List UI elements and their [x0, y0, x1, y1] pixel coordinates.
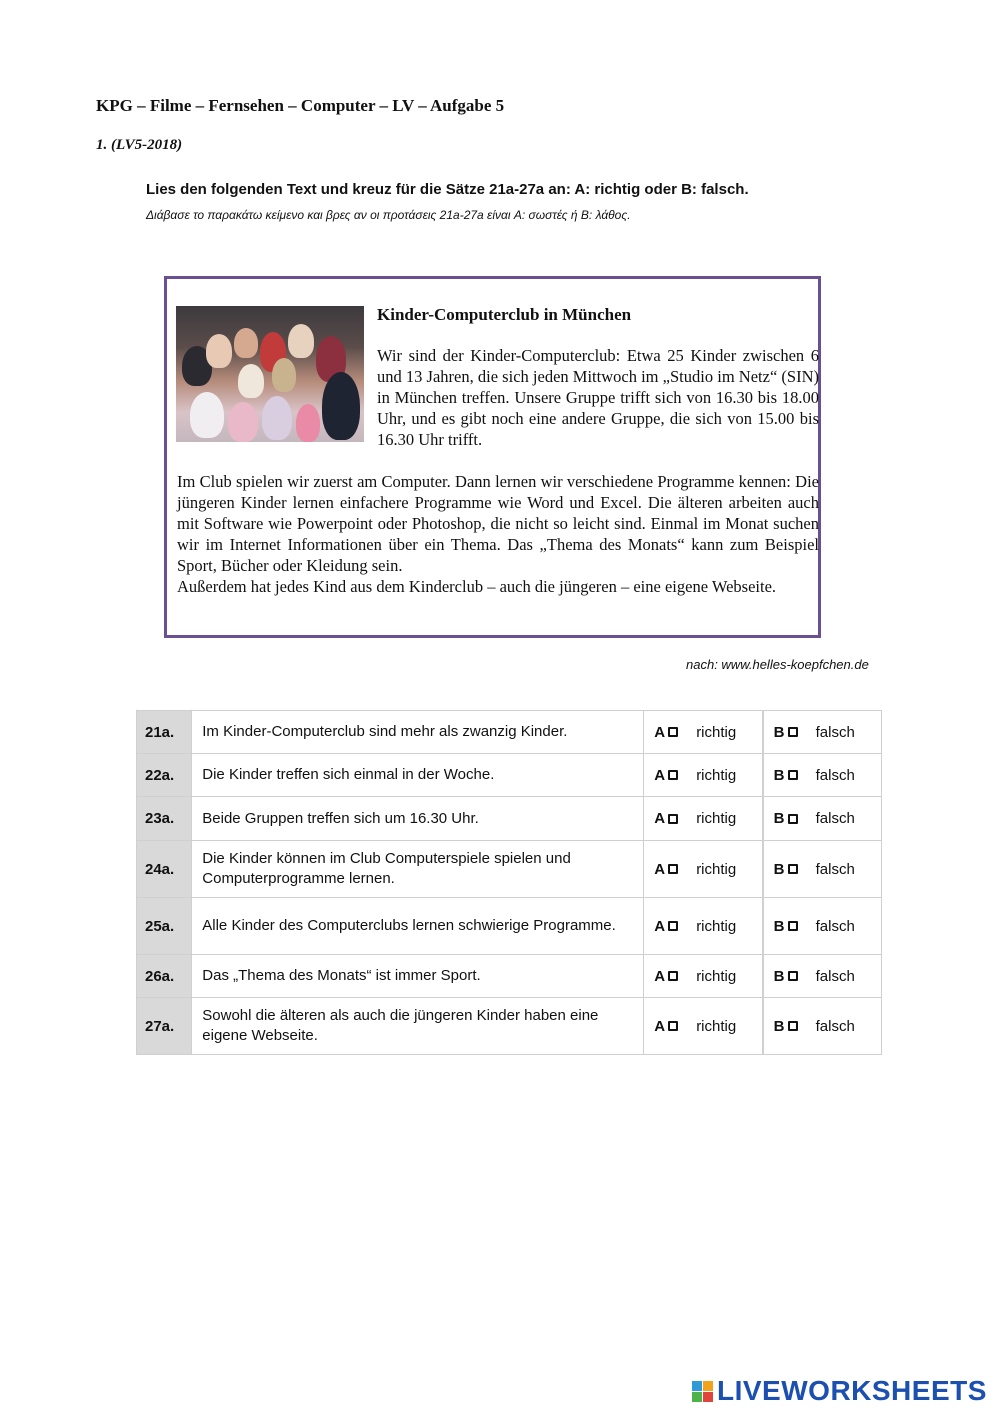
article-paragraph-3: Außerdem hat jedes Kind aus dem Kinderclub – auch die jüngeren – eine eigene Webseite. [177, 577, 777, 596]
option-a-letter: A [654, 766, 666, 784]
article-paragraph-1: Wir sind der Kinder-Computerclub: Etwa 25 Kinder zwischen 6 und 13 Jahren, die sich jeden Mittwoch im „Studio im Netz“ (SIN) in München treffen. Unsere Gruppe trifft sich von 16.30 bis 18.00 Uhr, und es gibt noch eine andere Gruppe, die sich von 15.00 bis 16.30 Uhr trifft. [377, 346, 819, 449]
liveworksheets-logo [692, 1375, 987, 1407]
option-a-letter: A [654, 967, 666, 985]
option-b-label: falsch [815, 766, 855, 784]
option-a-letter: A [654, 810, 666, 827]
question-number: 21a. [137, 711, 192, 754]
quiz-row [137, 955, 882, 998]
option-a-cell[interactable] [644, 711, 763, 754]
option-b-letter: B [773, 917, 785, 935]
option-b-cell[interactable] [763, 955, 882, 998]
question-statement: Das „Thema des Monats“ ist immer Sport. [192, 955, 644, 998]
quiz-row [137, 998, 882, 1055]
quiz-row [137, 898, 882, 955]
option-b-label: falsch [815, 810, 855, 827]
option-a-label: richtig [696, 967, 737, 985]
option-a-cell[interactable] [644, 841, 763, 898]
option-b-letter: B [773, 860, 785, 878]
option-b-letter: B [773, 723, 785, 741]
option-b-cell[interactable] [763, 797, 882, 841]
question-statement: Alle Kinder des Computerclubs lernen schwierige Programme. [192, 898, 644, 955]
option-b-cell[interactable] [763, 841, 882, 898]
option-a-cell[interactable] [644, 754, 763, 797]
logo-mark-icon [692, 1381, 713, 1402]
option-b-label: falsch [815, 917, 855, 935]
question-number: 22a. [137, 754, 192, 797]
option-b-cell[interactable] [763, 754, 882, 797]
option-a-letter: A [654, 1017, 666, 1035]
option-b-label: falsch [815, 723, 855, 741]
checkbox-a-icon[interactable] [668, 814, 678, 824]
question-number: 24a. [137, 841, 192, 898]
exercise-label: 1. (LV5-2018) [96, 137, 183, 153]
option-b-cell[interactable] [763, 998, 882, 1055]
quiz-row [137, 754, 882, 797]
option-a-label: richtig [696, 917, 737, 935]
question-number: 27a. [137, 998, 192, 1055]
option-a-cell[interactable] [644, 797, 763, 841]
checkbox-a-icon[interactable] [668, 921, 678, 931]
page-title: KPG – Filme – Fernsehen – Computer – LV – Aufgabe 5 [96, 96, 505, 115]
option-a-cell[interactable] [644, 898, 763, 955]
question-statement: Im Kinder-Computerclub sind mehr als zwanzig Kinder. [192, 711, 644, 754]
option-a-letter: A [654, 723, 666, 741]
question-number: 25a. [137, 898, 192, 955]
instructions-german: Lies den folgenden Text und kreuz für die Sätze 21a-27a an: A: richtig oder B: falsch. [146, 181, 749, 198]
option-a-letter: A [654, 860, 666, 878]
instructions-greek: Διάβασε το παρακάτω κείμενο και βρες αν οι προτάσεις 21a-27a είναι A: σωστές ή B: λάθος. [146, 208, 631, 222]
checkbox-b-icon[interactable] [788, 971, 798, 981]
quiz-table [136, 710, 882, 1055]
question-statement: Sowohl die älteren als auch die jüngeren Kinder haben eine eigene Webseite. [192, 998, 644, 1055]
checkbox-b-icon[interactable] [788, 770, 798, 780]
article-box [164, 276, 821, 638]
quiz-row [137, 711, 882, 754]
article-paragraph-2: Im Club spielen wir zuerst am Computer. Dann lernen wir verschiedene Programme kennen: Die jüngeren Kinder lernen einfachere Programme wie Word und Excel. Die älteren arbeiten auch mit Software wie Powerpoint oder Photoshop, die nicht so leicht sind. Einmal im Monat suchen wir im Internet Informationen über ein Thema. Das „Thema des Monats“ kann zum Beispiel Sport, Bücher oder Kleidung sein. [177, 472, 819, 575]
option-a-label: richtig [696, 723, 737, 741]
quiz-row [137, 797, 882, 841]
checkbox-b-icon[interactable] [788, 921, 798, 931]
checkbox-a-icon[interactable] [668, 1021, 678, 1031]
option-b-letter: B [773, 810, 785, 827]
question-number: 26a. [137, 955, 192, 998]
option-a-letter: A [654, 917, 666, 935]
option-b-cell[interactable] [763, 711, 882, 754]
group-photo [176, 306, 364, 442]
option-a-label: richtig [696, 1017, 737, 1035]
option-b-label: falsch [815, 860, 855, 878]
option-b-letter: B [773, 766, 785, 784]
checkbox-a-icon[interactable] [668, 864, 678, 874]
question-statement: Die Kinder treffen sich einmal in der Woche. [192, 754, 644, 797]
checkbox-b-icon[interactable] [788, 864, 798, 874]
checkbox-b-icon[interactable] [788, 1021, 798, 1031]
option-a-label: richtig [696, 810, 737, 827]
question-number: 23a. [137, 797, 192, 841]
option-a-label: richtig [696, 860, 737, 878]
option-b-label: falsch [815, 1017, 855, 1035]
source-citation: nach: www.helles-koepfchen.de [686, 657, 869, 672]
option-b-letter: B [773, 1017, 785, 1035]
option-b-letter: B [773, 967, 785, 985]
option-a-label: richtig [696, 766, 737, 784]
question-statement: Die Kinder können im Club Computerspiele spielen und Computerprogramme lernen. [192, 841, 644, 898]
logo-text: LIVEWORKSHEETS [717, 1375, 987, 1406]
checkbox-a-icon[interactable] [668, 770, 678, 780]
article-title: Kinder-Computerclub in München [377, 305, 632, 324]
article-body [177, 471, 819, 597]
quiz-row [137, 841, 882, 898]
checkbox-a-icon[interactable] [668, 727, 678, 737]
checkbox-a-icon[interactable] [668, 971, 678, 981]
checkbox-b-icon[interactable] [788, 814, 798, 824]
checkbox-b-icon[interactable] [788, 727, 798, 737]
option-a-cell[interactable] [644, 955, 763, 998]
option-b-label: falsch [815, 967, 855, 985]
option-a-cell[interactable] [644, 998, 763, 1055]
question-statement: Beide Gruppen treffen sich um 16.30 Uhr. [192, 797, 644, 841]
option-b-cell[interactable] [763, 898, 882, 955]
